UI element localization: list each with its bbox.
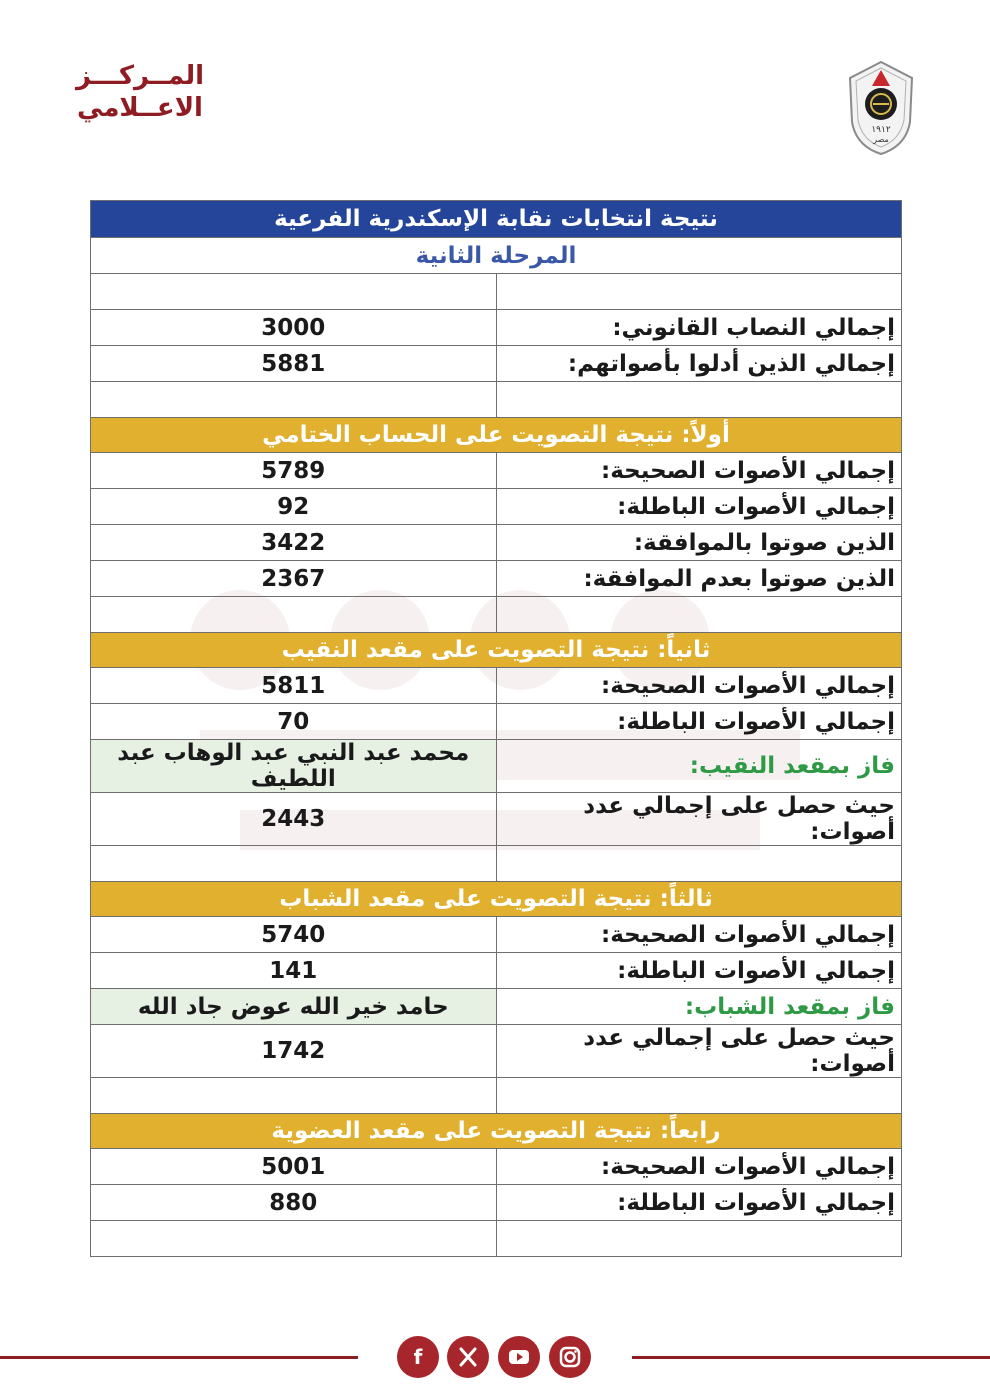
x-icon[interactable] bbox=[447, 1336, 489, 1378]
winner-name: محمد عبد النبي عبد الوهاب عبد اللطيف bbox=[91, 740, 497, 793]
syndicate-seal-icon bbox=[846, 60, 916, 156]
row-label: إجمالي الأصوات الصحيحة: bbox=[496, 668, 902, 704]
empty-row bbox=[91, 846, 902, 882]
row-label: الذين صوتوا بعدم الموافقة: bbox=[496, 561, 902, 597]
instagram-icon[interactable] bbox=[549, 1336, 591, 1378]
social-footer bbox=[0, 1328, 990, 1388]
table-row bbox=[91, 704, 902, 740]
footer-divider-right bbox=[632, 1356, 990, 1359]
row-value: 5740 bbox=[91, 917, 497, 953]
media-center-logo bbox=[70, 60, 210, 124]
row-label: الذين صوتوا بالموافقة: bbox=[496, 525, 902, 561]
row-value: 5881 bbox=[91, 346, 497, 382]
table-row bbox=[91, 453, 902, 489]
brand-line-1: المــركـــز bbox=[75, 61, 204, 91]
section-heading-row bbox=[91, 418, 902, 453]
row-value: 70 bbox=[91, 704, 497, 740]
table-title-row bbox=[91, 201, 902, 238]
facebook-icon[interactable]: f bbox=[397, 1336, 439, 1378]
section-4-heading: رابعاً: نتيجة التصويت على مقعد العضوية bbox=[91, 1114, 902, 1149]
empty-row bbox=[91, 597, 902, 633]
table-row bbox=[91, 1185, 902, 1221]
table-row bbox=[91, 668, 902, 704]
row-label: إجمالي الأصوات الباطلة: bbox=[496, 489, 902, 525]
table-row bbox=[91, 489, 902, 525]
section-2-heading: ثانياً: نتيجة التصويت على مقعد النقيب bbox=[91, 633, 902, 668]
row-value: 5789 bbox=[91, 453, 497, 489]
footer-divider-left bbox=[0, 1356, 358, 1359]
row-label: إجمالي الذين أدلوا بأصواتهم: bbox=[496, 346, 902, 382]
table-row bbox=[91, 1149, 902, 1185]
row-label: إجمالي النصاب القانوني: bbox=[496, 310, 902, 346]
row-label: حيث حصل على إجمالي عدد أصوات: bbox=[496, 793, 902, 846]
row-label: إجمالي الأصوات الباطلة: bbox=[496, 953, 902, 989]
winner-row bbox=[91, 740, 902, 793]
section-1-heading: أولاً: نتيجة التصويت على الحساب الختامي bbox=[91, 418, 902, 453]
election-results-table bbox=[90, 200, 902, 1257]
empty-row bbox=[91, 1078, 902, 1114]
table-row bbox=[91, 793, 902, 846]
table-row bbox=[91, 1025, 902, 1078]
table-subtitle-row bbox=[91, 238, 902, 274]
table-row bbox=[91, 917, 902, 953]
section-3-heading: ثالثاً: نتيجة التصويت على مقعد الشباب bbox=[91, 882, 902, 917]
table-row bbox=[91, 525, 902, 561]
seal-country: مصر bbox=[873, 135, 889, 144]
table-row bbox=[91, 953, 902, 989]
section-heading-row bbox=[91, 882, 902, 917]
row-label: إجمالي الأصوات الباطلة: bbox=[496, 704, 902, 740]
row-label: حيث حصل على إجمالي عدد أصوات: bbox=[496, 1025, 902, 1078]
row-value: 880 bbox=[91, 1185, 497, 1221]
row-value: 1742 bbox=[91, 1025, 497, 1078]
row-label: إجمالي الأصوات الصحيحة: bbox=[496, 453, 902, 489]
row-value: 141 bbox=[91, 953, 497, 989]
row-value: 3000 bbox=[91, 310, 497, 346]
row-value: 5001 bbox=[91, 1149, 497, 1185]
table-row bbox=[91, 561, 902, 597]
table-subtitle: المرحلة الثانية bbox=[91, 238, 902, 274]
youtube-icon[interactable] bbox=[498, 1336, 540, 1378]
winner-label: فاز بمقعد الشباب: bbox=[496, 989, 902, 1025]
row-value: 2443 bbox=[91, 793, 497, 846]
row-value: 2367 bbox=[91, 561, 497, 597]
section-heading-row bbox=[91, 1114, 902, 1149]
table-row bbox=[91, 310, 902, 346]
empty-row bbox=[91, 1221, 902, 1257]
row-label: إجمالي الأصوات الباطلة: bbox=[496, 1185, 902, 1221]
row-value: 3422 bbox=[91, 525, 497, 561]
table-row bbox=[91, 346, 902, 382]
row-value: 92 bbox=[91, 489, 497, 525]
row-label: إجمالي الأصوات الصحيحة: bbox=[496, 917, 902, 953]
empty-row bbox=[91, 382, 902, 418]
brand-line-2: الاعــلامي bbox=[77, 93, 203, 123]
winner-name: حامد خير الله عوض جاد الله bbox=[91, 989, 497, 1025]
empty-row bbox=[91, 274, 902, 310]
seal-year: ١٩١٢ bbox=[871, 125, 891, 135]
row-label: إجمالي الأصوات الصحيحة: bbox=[496, 1149, 902, 1185]
row-value: 5811 bbox=[91, 668, 497, 704]
winner-label: فاز بمقعد النقيب: bbox=[496, 740, 902, 793]
winner-row bbox=[91, 989, 902, 1025]
section-heading-row bbox=[91, 633, 902, 668]
table-title: نتيجة انتخابات نقابة الإسكندرية الفرعية bbox=[91, 201, 902, 238]
